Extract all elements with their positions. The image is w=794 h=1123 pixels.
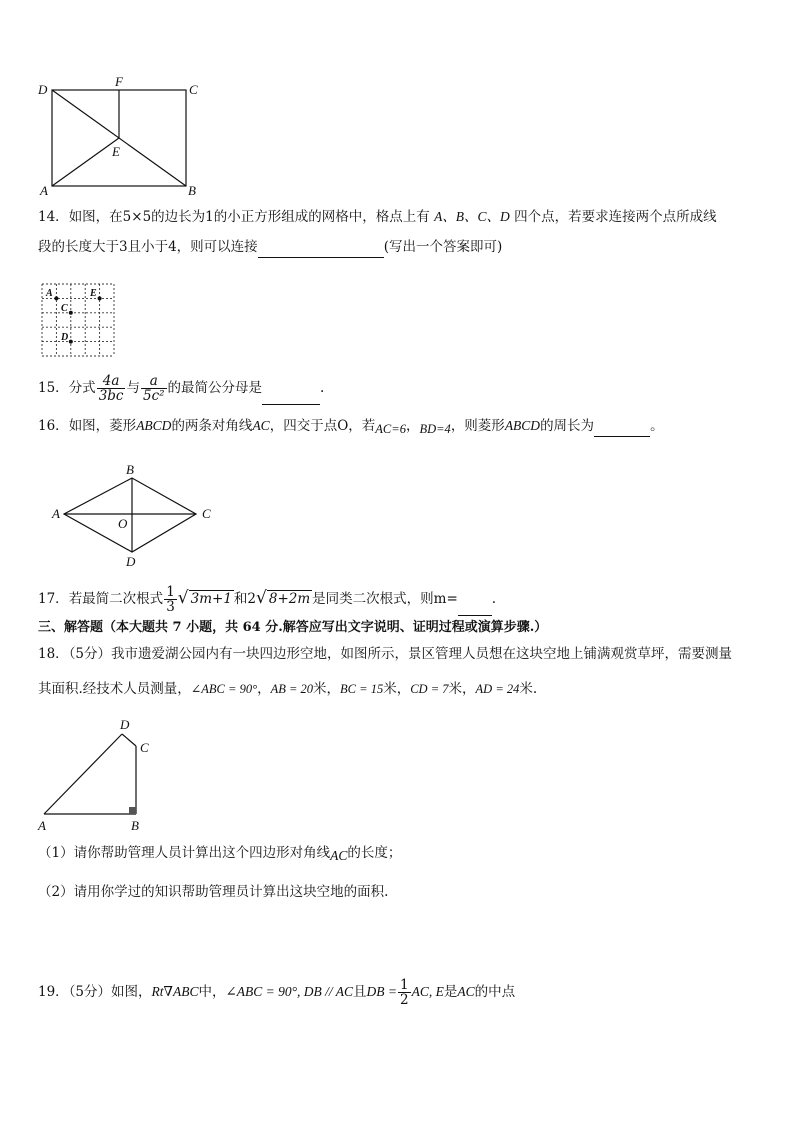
label-d: D [38, 82, 48, 97]
grid-label-c: C [61, 303, 68, 314]
q19-cond-2a: DB = [366, 984, 398, 999]
q18-cond-bc: BC = 15 [340, 682, 384, 696]
q18-text-2: 其面积.经技术人员测量， [38, 681, 191, 697]
q17-fraction [164, 585, 177, 614]
q15-number: 15． [38, 380, 69, 396]
line-ae [52, 138, 119, 186]
q14-answer-blank[interactable] [258, 237, 384, 258]
q18-unit-1: 米 [313, 681, 327, 697]
q18-cond-angle: ∠ABC = 90° [190, 682, 258, 696]
q17-answer-blank[interactable] [458, 583, 492, 616]
q19-text-a: 如图， [111, 984, 152, 1000]
q16-answer-blank[interactable] [594, 416, 650, 437]
grid-point-a [54, 296, 58, 300]
q19-triangle: Rt∇ABC [151, 984, 199, 999]
figure-quadrilateral-abcd [32, 714, 172, 834]
q18-sub1-text-a: （1）请你帮助管理人员计算出这个四边形对角线 [38, 845, 331, 861]
section3-title: 三、解答题 [38, 620, 104, 635]
q17-line [38, 582, 758, 616]
grid-label-d: D [61, 332, 69, 343]
side-dc [122, 734, 136, 746]
label-e: E [112, 144, 120, 159]
q14-line2 [38, 237, 758, 258]
grid-label-a: A [46, 288, 53, 299]
quad-label-b: B [131, 818, 139, 833]
q19-cond-1: ∠ABC = 90°, DB // AC [225, 984, 354, 999]
q16-text-b: 的两条对角线 [171, 418, 253, 434]
q18-sub2-text: （2）请用你学过的知识帮助管理员计算出这块空地的面积. [38, 884, 389, 900]
q14-text-d: (写出一个答案即可) [383, 239, 503, 255]
q18-comma-4: ， [462, 681, 476, 697]
q18-sub1-ac: AC [330, 848, 348, 863]
q14-number: 14． [38, 209, 69, 225]
q18-cond-cd: CD = 7 [410, 682, 449, 696]
q15-connector: 与 [126, 380, 140, 396]
q19-text-c: 且 [353, 984, 367, 1000]
rhombus-label-b: B [126, 462, 134, 477]
label-a: A [40, 183, 48, 198]
q17-frac-num: 1 [166, 584, 175, 600]
q16-abcd-2: ABCD [504, 418, 541, 433]
grid-point-c [69, 311, 73, 315]
q15-line [38, 372, 758, 405]
q19-number: 19． [38, 984, 69, 1000]
q19-text-b: 中， [198, 984, 226, 1000]
quad-label-a: A [38, 818, 46, 833]
q17-connector: 和 [233, 591, 248, 607]
q18-end: . [532, 681, 538, 697]
q16-sep: ， [405, 418, 420, 434]
grid-point-d [69, 340, 73, 344]
q19-cond-2b: AC, E [411, 984, 444, 999]
q15-frac1-num: 4a [97, 374, 126, 389]
q17-radical-sign-1: √ [177, 588, 189, 608]
q17-radical-sign-2: √ [256, 588, 267, 608]
q15-frac2-den: 5c² [142, 388, 165, 404]
q19-ac: AC [457, 984, 475, 999]
q19-text-e: 的中点 [474, 984, 516, 1000]
label-c: C [189, 82, 198, 97]
rhombus-label-d: D [126, 554, 136, 569]
q16-line [38, 416, 758, 437]
section3-heading [38, 618, 758, 638]
q18-comma-1: ， [257, 681, 271, 697]
q19-fraction [398, 978, 411, 1007]
q15-frac1-den: 3bc [98, 388, 124, 404]
q18-unit-3: 米 [448, 681, 463, 697]
q17-coef: 2 [247, 591, 257, 607]
rhombus-label-c: C [202, 506, 211, 521]
q18-sub2 [38, 882, 758, 902]
q17-radicand-1: 3m+1 [190, 591, 232, 607]
q16-text-c: ，四交于点O，若 [269, 418, 376, 434]
quad-label-d: D [120, 717, 130, 732]
q17-number: 17． [38, 591, 69, 607]
label-b: B [188, 183, 196, 198]
q15-answer-blank[interactable] [262, 372, 320, 405]
grid-label-e: E [90, 288, 97, 299]
q18-sub1 [38, 843, 758, 863]
q18-unit-4: 米 [519, 681, 533, 697]
q15-fraction-2 [141, 374, 167, 403]
q16-abcd: ABCD [136, 418, 172, 433]
q18-number: 18． [38, 646, 69, 662]
q18-score: （5分） [68, 646, 112, 662]
figure-grid-5x5 [38, 280, 120, 360]
q15-frac2-num: a [141, 374, 167, 389]
q19-frac-num: 1 [400, 977, 409, 993]
q16-ac: AC [252, 418, 270, 433]
label-f: F [115, 74, 123, 89]
figure-rectangle-dfc [30, 72, 210, 198]
q18-cond-ab: AB = 20 [270, 682, 314, 696]
q18-comma-3: ， [396, 681, 411, 697]
q14-points: A、B、C、D [434, 209, 510, 224]
figure-rhombus-abcd [44, 458, 224, 570]
q15-prefix: 分式 [68, 380, 96, 396]
q18-sub1-text-b: 的长度； [347, 845, 402, 861]
q17-frac-den: 3 [166, 599, 175, 615]
q16-cond-1: AC=6 [375, 422, 406, 436]
side-ad [44, 734, 122, 814]
q19-text-d: 是 [443, 984, 458, 1000]
q14-text-b: 四个点，若要求连接两个点所成线 [514, 209, 717, 225]
q18-line2 [38, 679, 758, 699]
q19-score: （5分） [68, 984, 112, 1000]
right-angle-mark [129, 807, 136, 814]
q15-end: . [320, 380, 325, 396]
q15-fraction-1 [97, 374, 126, 403]
q18-text-1: 我市遗爱湖公园内有一块四边形空地，如图所示，景区管理人员想在这块空地上铺满观赏草坪，需要测量 [111, 646, 733, 662]
q16-number: 16． [38, 418, 69, 434]
rhombus-label-a: A [52, 506, 60, 521]
q17-end: . [491, 591, 497, 607]
q16-cond-2: BD=4 [419, 422, 451, 436]
grid-point-e [98, 296, 102, 300]
q16-text-a: 如图，菱形 [68, 418, 137, 434]
q14-text-a: 如图，在5×5的边长为1的小正方形组成的网格中，格点上有 [68, 209, 430, 225]
q17-prefix: 若最简二次根式 [68, 591, 164, 607]
q15-suffix: 的最简公分母是 [167, 380, 263, 396]
q18-cond-ad: AD = 24 [475, 682, 520, 696]
q16-text-d: ，则菱形 [450, 418, 505, 434]
quad-label-c: C [140, 740, 149, 755]
q18-line1 [38, 644, 758, 664]
q17-suffix: 是同类二次根式，则m= [312, 591, 458, 607]
q18-unit-2: 米 [383, 681, 397, 697]
rhombus-label-o: O [118, 516, 128, 531]
q16-text-e: 的周长为 [540, 418, 595, 434]
q19-line [38, 976, 758, 1008]
rhombus-outline [64, 478, 196, 552]
q18-comma-2: ， [326, 681, 341, 697]
q16-end: 。 [650, 418, 664, 434]
q17-radicand-2: 8+2m [268, 591, 311, 607]
q14-line1 [38, 207, 758, 227]
q14-text-c: 段的长度大于3且小于4，则可以连接 [38, 239, 258, 255]
q19-frac-den: 2 [400, 992, 409, 1008]
section3-note: （本大题共 7 小题，共 64 分.解答应写出文字说明、证明过程或演算步骤.） [103, 620, 548, 635]
